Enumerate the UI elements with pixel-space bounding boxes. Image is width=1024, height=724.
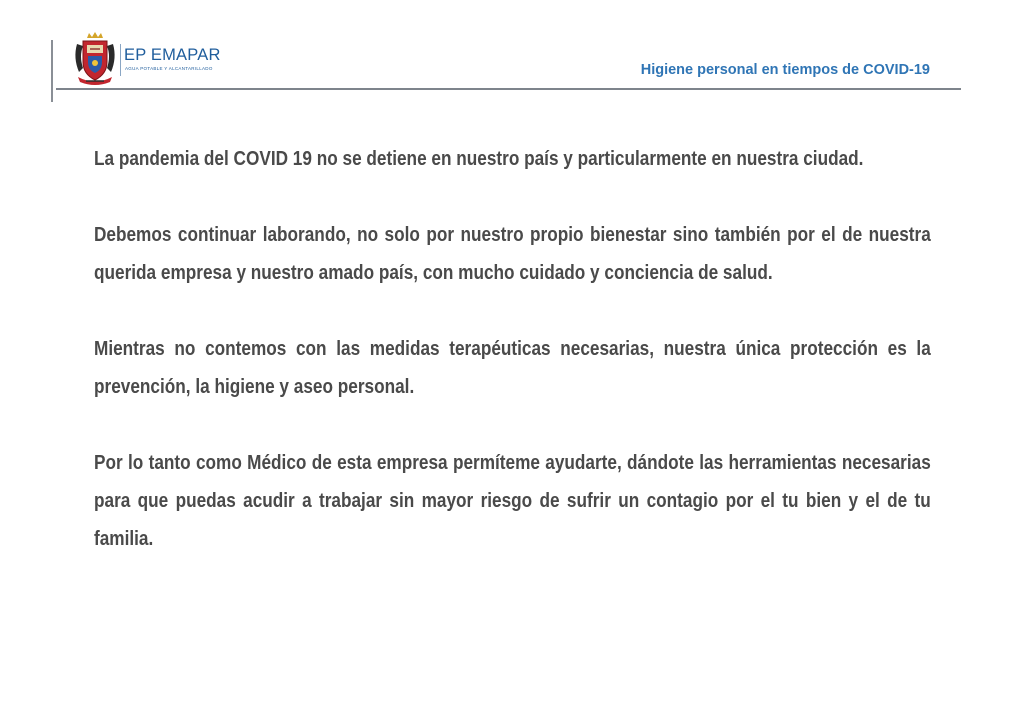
logo-divider	[120, 44, 121, 76]
body-text	[94, 140, 931, 596]
page-title: Higiene personal en tiempos de COVID-19	[640, 62, 930, 78]
brand-name: EP EMAPAR	[124, 46, 221, 64]
paragraph-4: Por lo tanto como Médico de esta empresa permíteme ayudarte, dándote las herramientas necesarias para que puedas acudir a trabajar sin mayor riesgo de sufrir un contagio por el tu bien y el de tu familia.	[94, 452, 931, 550]
brand-subtitle: AGUA POTABLE Y ALCANTARILLADO	[125, 66, 213, 71]
paragraph-2: Debemos continuar laborando, no solo por nuestro propio bienestar sino también por el de nuestra querida empresa y nuestro amado país, con mucho cuidado y conciencia de salud.	[94, 224, 931, 284]
paragraph-1: La pandemia del COVID 19 no se detiene en nuestro país y particularmente en nuestra ciudad.	[94, 148, 864, 170]
paragraph-3: Mientras no contemos con las medidas terapéuticas necesarias, nuestra única protección es la prevención, la higiene y aseo personal.	[94, 338, 931, 398]
header-vertical-rule	[51, 40, 53, 102]
header-horizontal-rule	[56, 88, 961, 90]
coat-of-arms-icon	[73, 32, 117, 86]
